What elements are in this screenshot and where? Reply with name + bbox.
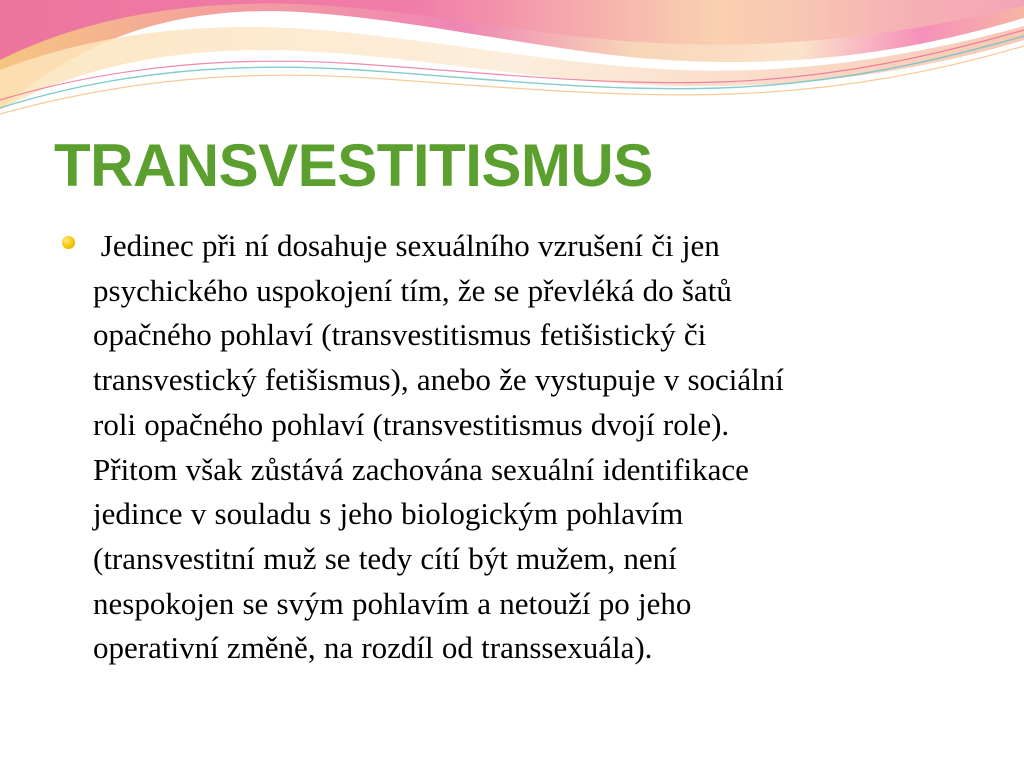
slide-title: TRANSVESTITISMUS	[54, 132, 653, 199]
top-wave-decoration	[0, 0, 1024, 130]
bullet-line: Jedinec při ní dosahuje sexuálního vzrušení či jen	[93, 228, 720, 263]
bullet-line: nespokojen se svým pohlavím a netouží po jeho	[93, 585, 692, 621]
bullet-line: jedince v souladu s jeho biologickým pohlavím	[93, 496, 684, 532]
bullet-line: transvestický fetišismus), anebo že vystupuje v sociální	[93, 362, 784, 398]
bullet-line: roli opačného pohlaví (transvestitismus dvojí role).	[93, 406, 730, 442]
bullet-line: Přitom však zůstává zachována sexuální identifikace	[93, 451, 749, 487]
slide-content	[62, 224, 982, 671]
bullet-text	[93, 224, 982, 671]
bullet-line: operativní změně, na rozdíl od transsexuála).	[93, 630, 653, 666]
bullet-line: (transvestitní muž se tedy cítí být mužem, není	[93, 540, 677, 576]
bullet-dot-icon	[62, 236, 75, 249]
bullet-item	[62, 224, 982, 671]
bullet-line: psychického uspokojení tím, že se převléká do šatů	[93, 272, 732, 308]
bullet-line: opačného pohlaví (transvestitismus fetišistický či	[93, 317, 707, 353]
